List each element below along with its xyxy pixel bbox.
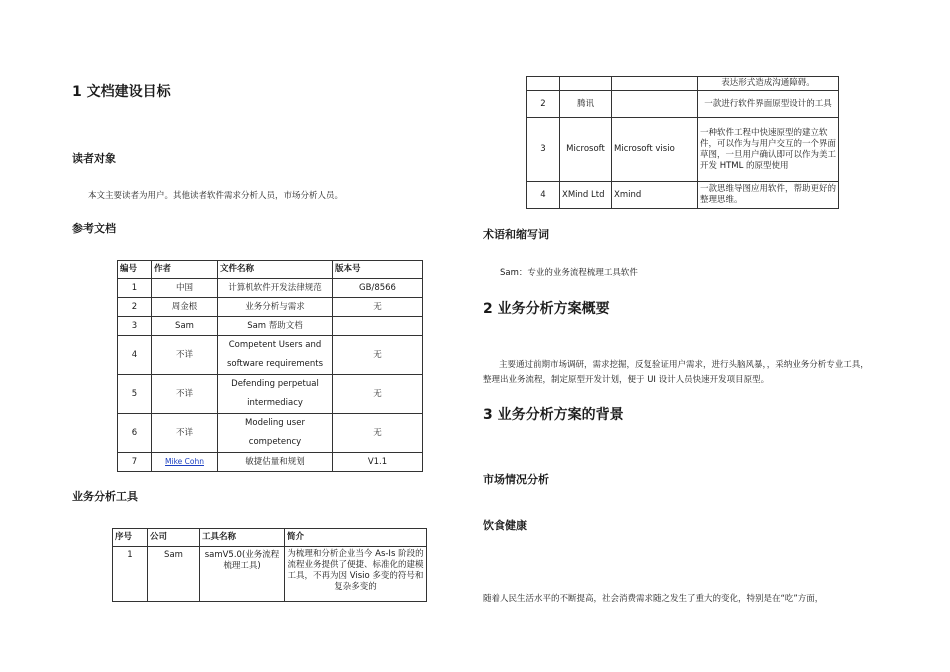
col-header: 简介 (285, 529, 427, 547)
table-row (527, 118, 839, 182)
table-cell: 5 (118, 375, 152, 414)
reference-table (117, 260, 423, 472)
table-cell (612, 91, 698, 118)
readers-heading: 读者对象 (72, 152, 116, 165)
section1-title: 1 文档建设目标 (72, 84, 171, 100)
col-header: 公司 (148, 529, 200, 547)
table-cell: 6 (118, 414, 152, 453)
tools-heading: 业务分析工具 (72, 490, 138, 503)
tools-table-header (113, 529, 427, 547)
table-cell: 3 (527, 118, 560, 182)
table-row (118, 298, 423, 317)
table-cell: 一种软件工程中快速原型的建立软件，可以作为与用户交互的一个界面草图，一旦用户确认即可以作为美工开发 HTML 的原型使用 (698, 118, 839, 182)
readers-text: 本文主要读者为用户。其他读者软件需求分析人员，市场分析人员。 (88, 191, 344, 201)
table-cell: 腾讯 (560, 91, 612, 118)
table-row (118, 414, 423, 453)
table-cell: Xmind (612, 182, 698, 209)
tools-table-continued (526, 76, 839, 209)
col-header: 工具名称 (200, 529, 285, 547)
table-row (118, 375, 423, 414)
table-row (113, 547, 427, 602)
col-header: 版本号 (333, 261, 423, 279)
table-cell: 2 (118, 298, 152, 317)
table-cell: 1 (113, 547, 148, 602)
table-cell: Modeling user competency (218, 414, 333, 453)
reference-table-header (118, 261, 423, 279)
table-cell: 无 (333, 298, 423, 317)
table-cell: 不详 (152, 375, 218, 414)
table-row (118, 279, 423, 298)
table-cell: 中国 (152, 279, 218, 298)
food-text: 随着人民生活水平的不断提高，社会消费需求随之发生了重大的变化，特别是在“吃”方面， (483, 594, 824, 604)
col-header: 序号 (113, 529, 148, 547)
table-cell: 7 (118, 453, 152, 472)
table-cell: 1 (118, 279, 152, 298)
section3-title: 3 业务分析方案的背景 (483, 407, 624, 423)
section2-text: 主要通过前期市场调研，需求挖掘，反复验证用户需求，进行头脑风暴，，采纳业务分析专业工具，整理出业务流程，制定原型开发计划，便于 UI 设计人员快速开发项目原型。 (483, 360, 869, 385)
table-cell (612, 77, 698, 91)
section2-title: 2 业务分析方案概要 (483, 301, 610, 317)
table-cell: 为梳理和分析企业当今 As-Is 阶段的流程业务提供了便捷、标准化的建模工具，不再为因 Visio 多变的符号和复杂多变的 (285, 547, 427, 602)
table-cell: XMind Ltd (560, 182, 612, 209)
table-cell: GB/8566 (333, 279, 423, 298)
table-cell: samV5.0(业务流程梳理工具) (200, 547, 285, 602)
table-cell: 无 (333, 336, 423, 375)
table-row (527, 182, 839, 209)
author-link[interactable]: Mike Cohn (165, 457, 204, 466)
table-cell: 不详 (152, 414, 218, 453)
market-heading: 市场情况分析 (483, 473, 549, 486)
table-cell: Sam (148, 547, 200, 602)
table-cell: 3 (118, 317, 152, 336)
table-row (118, 317, 423, 336)
table-cell (152, 453, 218, 472)
table-cell: Competent Users and software requirements (218, 336, 333, 375)
table-cell: 表达形式造成沟通障碍。 (698, 77, 839, 91)
table-row (527, 77, 839, 91)
table-cell: V1.1 (333, 453, 423, 472)
table-cell: 无 (333, 375, 423, 414)
table-row (118, 336, 423, 375)
terms-heading: 术语和缩写词 (483, 228, 549, 241)
table-cell (560, 77, 612, 91)
tools-table (112, 528, 427, 602)
col-header: 编号 (118, 261, 152, 279)
table-cell: 一款进行软件界面原型设计的工具 (698, 91, 839, 118)
table-cell: Microsoft (560, 118, 612, 182)
table-cell: 4 (118, 336, 152, 375)
table-cell: 无 (333, 414, 423, 453)
terms-text: Sam：专业的业务流程梳理工具软件 (500, 268, 638, 278)
food-heading: 饮食健康 (483, 519, 527, 532)
table-cell (527, 77, 560, 91)
table-cell: 2 (527, 91, 560, 118)
table-cell: 一款思维导图应用软件，帮助更好的整理思维。 (698, 182, 839, 209)
refs-heading: 参考文档 (72, 222, 116, 235)
table-cell: Sam (152, 317, 218, 336)
table-cell: Sam 帮助文档 (218, 317, 333, 336)
table-cell: Defending perpetual intermediacy (218, 375, 333, 414)
table-cell: 计算机软件开发法律规范 (218, 279, 333, 298)
table-cell: 周金根 (152, 298, 218, 317)
table-cell: 敏捷估量和规划 (218, 453, 333, 472)
table-cell (333, 317, 423, 336)
col-header: 文件名称 (218, 261, 333, 279)
table-cell: 4 (527, 182, 560, 209)
table-cell: Microsoft visio (612, 118, 698, 182)
table-row (118, 453, 423, 472)
col-header: 作者 (152, 261, 218, 279)
table-row (527, 91, 839, 118)
table-cell: 业务分析与需求 (218, 298, 333, 317)
table-cell: 不详 (152, 336, 218, 375)
